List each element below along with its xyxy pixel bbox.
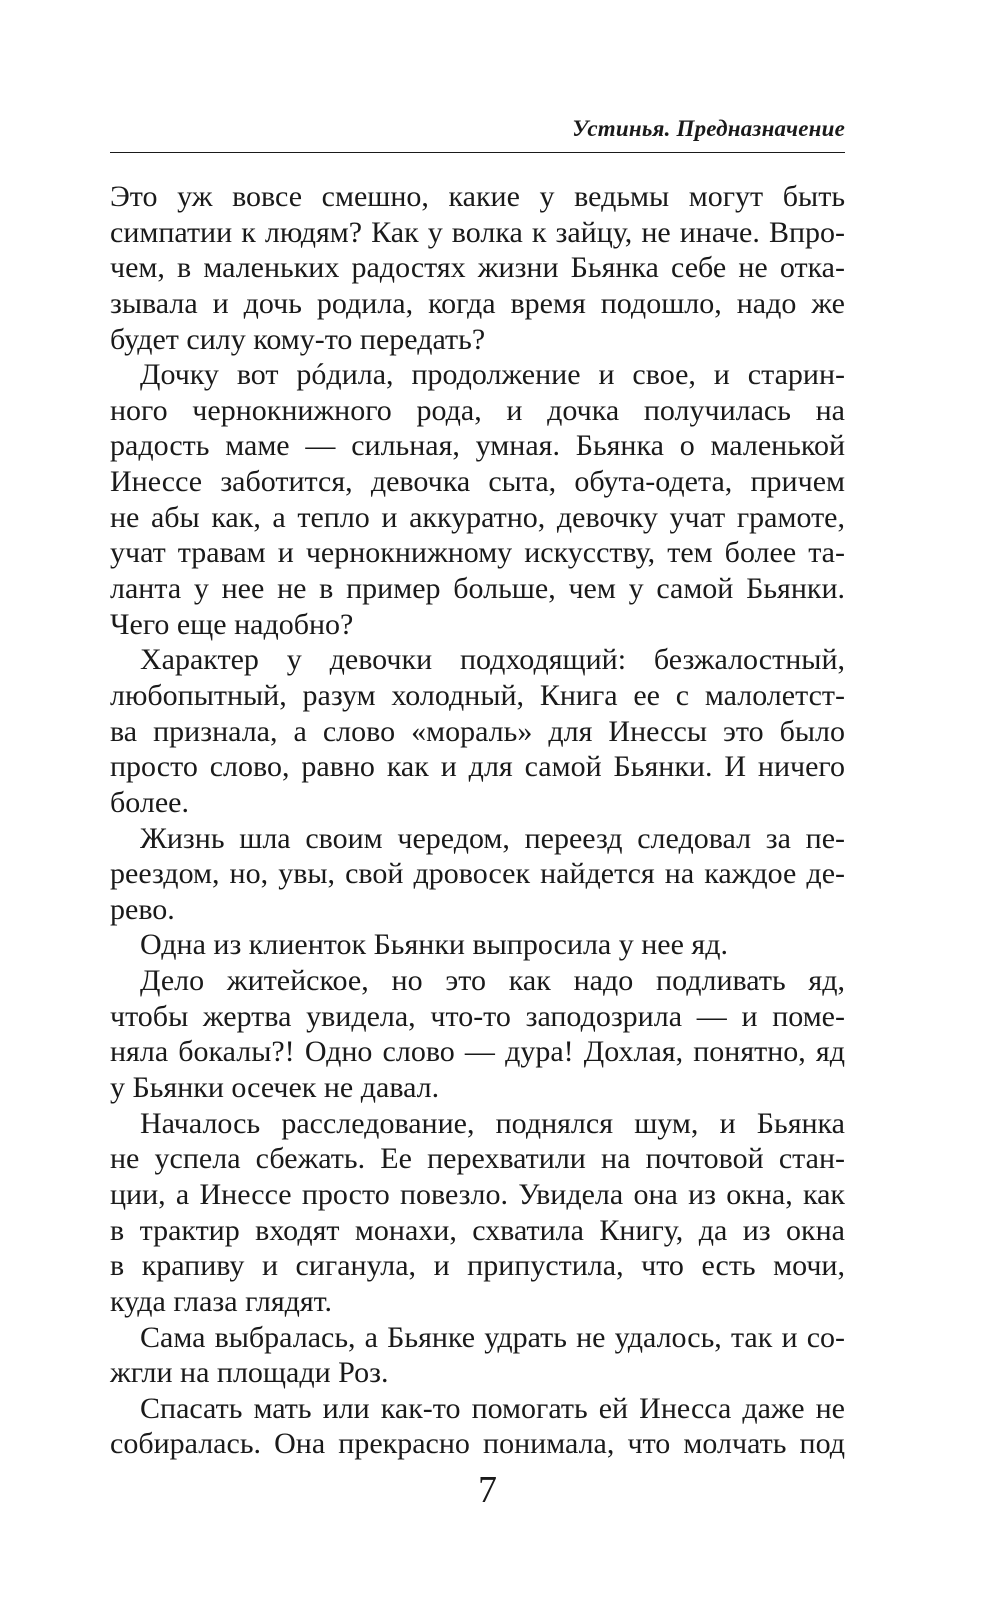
text-line: Чего еще надобно? xyxy=(110,607,354,641)
running-head-title: Устинья. Предназначение xyxy=(572,116,845,141)
text-line: Дочку вот рóдила, продолжение и свое, и старин- xyxy=(140,358,845,392)
text-line: Жизнь шла своим чередом, переезд следовал за пе- xyxy=(140,821,845,855)
text-line: Сама выбралась, а Бьянке удрать не удалось, так и со- xyxy=(140,1320,845,1354)
text-line: Инессе заботится, девочка сыта, обута-одета, причем xyxy=(110,465,845,499)
text-line: ланта у нее не в пример больше, чем у самой Бьянки. xyxy=(110,572,845,606)
text-line: Одна из клиенток Бьянки выпросила у нее яд. xyxy=(140,928,728,962)
text-line: Спасать мать или как-то помогать ей Инесса даже не xyxy=(140,1391,845,1425)
text-line: ного чернокнижного рода, и дочка получилась на xyxy=(110,393,845,427)
text-line: более. xyxy=(110,785,189,819)
text-line: Началось расследование, поднялся шум, и Бьянка xyxy=(140,1106,845,1140)
text-line: радость маме — сильная, умная. Бьянка о маленькой xyxy=(110,429,845,463)
text-line: Дело житейское, но это как надо подливать яд, xyxy=(140,964,845,998)
body-text xyxy=(110,179,845,1462)
text-line: в трактир входят монахи, схватила Книгу, да из окна xyxy=(110,1213,845,1247)
text-line: чем, в маленьких радостях жизни Бьянка себе не отка- xyxy=(110,251,845,285)
text-line: не абы как, а тепло и аккуратно, девочку учат грамоте, xyxy=(110,500,845,534)
text-line: жгли на площади Роз. xyxy=(110,1356,389,1390)
text-line: няла бокалы?! Одно слово — дура! Дохлая, понятно, яд xyxy=(110,1035,845,1069)
text-line: реездом, но, увы, свой дровосек найдется на каждое де- xyxy=(110,857,845,891)
text-line: просто слово, равно как и для самой Бьянки. И ничего xyxy=(110,750,845,784)
text-line: у Бьянки осечек не давал. xyxy=(110,1071,440,1105)
text-line: ва признала, а слово «мораль» для Инессы это было xyxy=(110,714,845,748)
page-number: 7 xyxy=(478,1469,497,1511)
text-line: в крапиву и сиганула, и припустила, что есть мочи, xyxy=(110,1249,845,1283)
text-line: рево. xyxy=(110,892,175,926)
text-line: не успела сбежать. Ее перехватили на почтовой стан- xyxy=(110,1142,845,1176)
text-line: зывала и дочь родила, когда время подошло, надо же xyxy=(110,286,845,320)
text-line: Характер у девочки подходящий: безжалостный, xyxy=(140,643,845,677)
text-line: Это уж вовсе смешно, какие у ведьмы могут быть xyxy=(110,180,845,213)
text-line: учат травам и чернокнижному искусству, тем более та- xyxy=(110,536,845,570)
text-line: будет силу кому-то передать? xyxy=(110,322,486,356)
text-line: куда глаза глядят. xyxy=(110,1284,333,1318)
header-rule xyxy=(110,152,845,153)
text-line: собиралась. Она прекрасно понимала, что молчать под xyxy=(110,1427,845,1461)
text-line: любопытный, разум холодный, Книга ее с малолетст- xyxy=(110,678,845,712)
text-line: симпатии к людям? Как у волка к зайцу, не иначе. Впро- xyxy=(110,215,845,249)
text-line: ции, а Инессе просто повезло. Увидела она из окна, как xyxy=(110,1177,845,1211)
text-line: чтобы жертва увидела, что-то заподозрила — и поме- xyxy=(110,999,845,1033)
